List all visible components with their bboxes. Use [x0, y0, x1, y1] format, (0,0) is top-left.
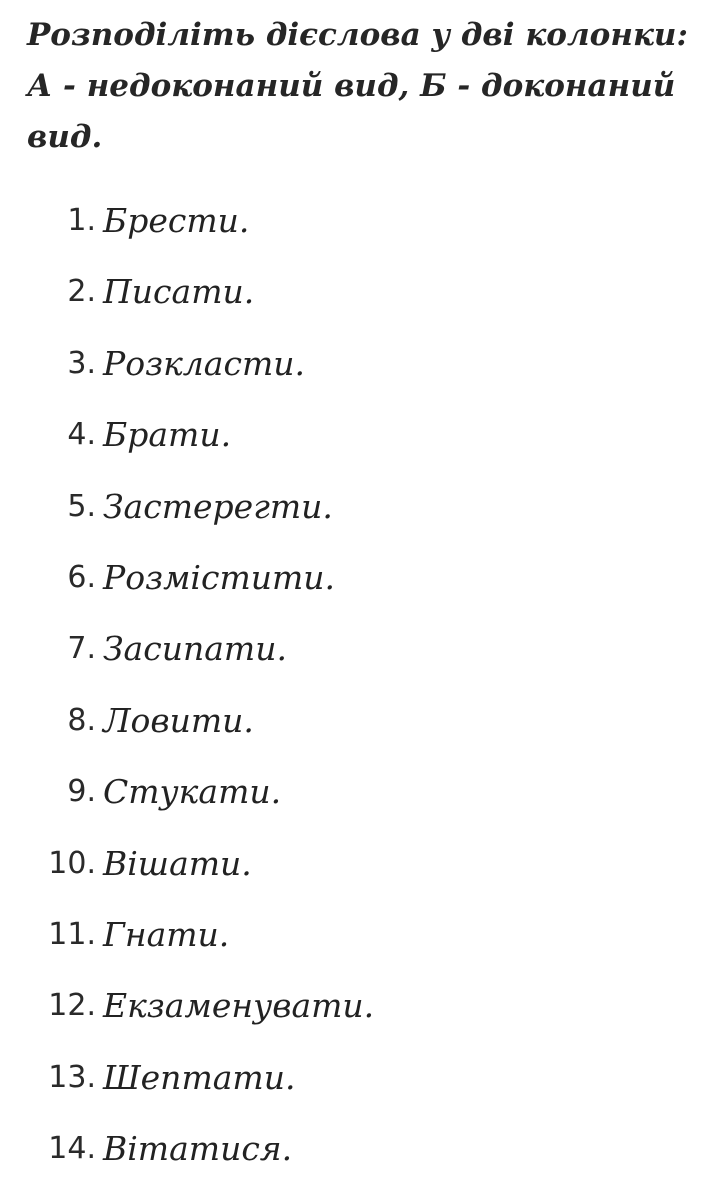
list-item [0, 400, 711, 471]
item-number: 5. [67, 488, 96, 524]
verb-text: Брести. [103, 201, 250, 240]
verb-list [0, 186, 711, 1185]
list-item [0, 1114, 711, 1185]
list-item [0, 257, 711, 328]
verb-text: Писати. [103, 272, 255, 312]
verb-text: Застерегти. [103, 486, 333, 526]
item-number: 14. [48, 1131, 96, 1167]
item-number: 4. [67, 417, 96, 453]
item-number: 8. [67, 702, 96, 738]
verb-text: Вішати. [103, 843, 252, 883]
verb-text: Ловити. [103, 700, 254, 740]
item-number: 13. [48, 1059, 96, 1095]
list-item [0, 971, 711, 1042]
verb-text: Брати. [103, 415, 232, 455]
verb-text: Засипати. [103, 629, 287, 669]
item-number: 3. [67, 345, 96, 381]
list-item [0, 472, 711, 543]
item-number: 10. [48, 845, 96, 881]
verb-text: Екзаменувати. [103, 986, 375, 1026]
verb-text: Гнати. [103, 914, 230, 954]
item-number: 9. [67, 774, 96, 810]
list-item [0, 329, 711, 400]
item-number: 2. [67, 274, 96, 310]
verb-text: Розкласти. [103, 343, 305, 383]
list-item [0, 543, 711, 614]
item-number: 6. [67, 559, 96, 595]
verb-text: Шептати. [103, 1057, 296, 1097]
list-item [0, 900, 711, 971]
item-number: 12. [48, 988, 96, 1024]
verb-text: Стукати. [103, 772, 282, 812]
list-item [0, 757, 711, 828]
list-item [0, 1043, 711, 1114]
task-title: Розподіліть дієслова у дві колонки: А - недоконаний вид, Б - доконаний вид. [27, 17, 688, 155]
list-item [0, 829, 711, 900]
list-item [0, 614, 711, 685]
item-number: 1. [67, 203, 96, 238]
item-number: 7. [67, 631, 96, 667]
list-item [0, 186, 711, 257]
item-number: 11. [48, 916, 96, 952]
verb-text: Розмістити. [103, 557, 336, 597]
list-item [0, 686, 711, 757]
verb-text: Вітатися. [103, 1129, 293, 1169]
